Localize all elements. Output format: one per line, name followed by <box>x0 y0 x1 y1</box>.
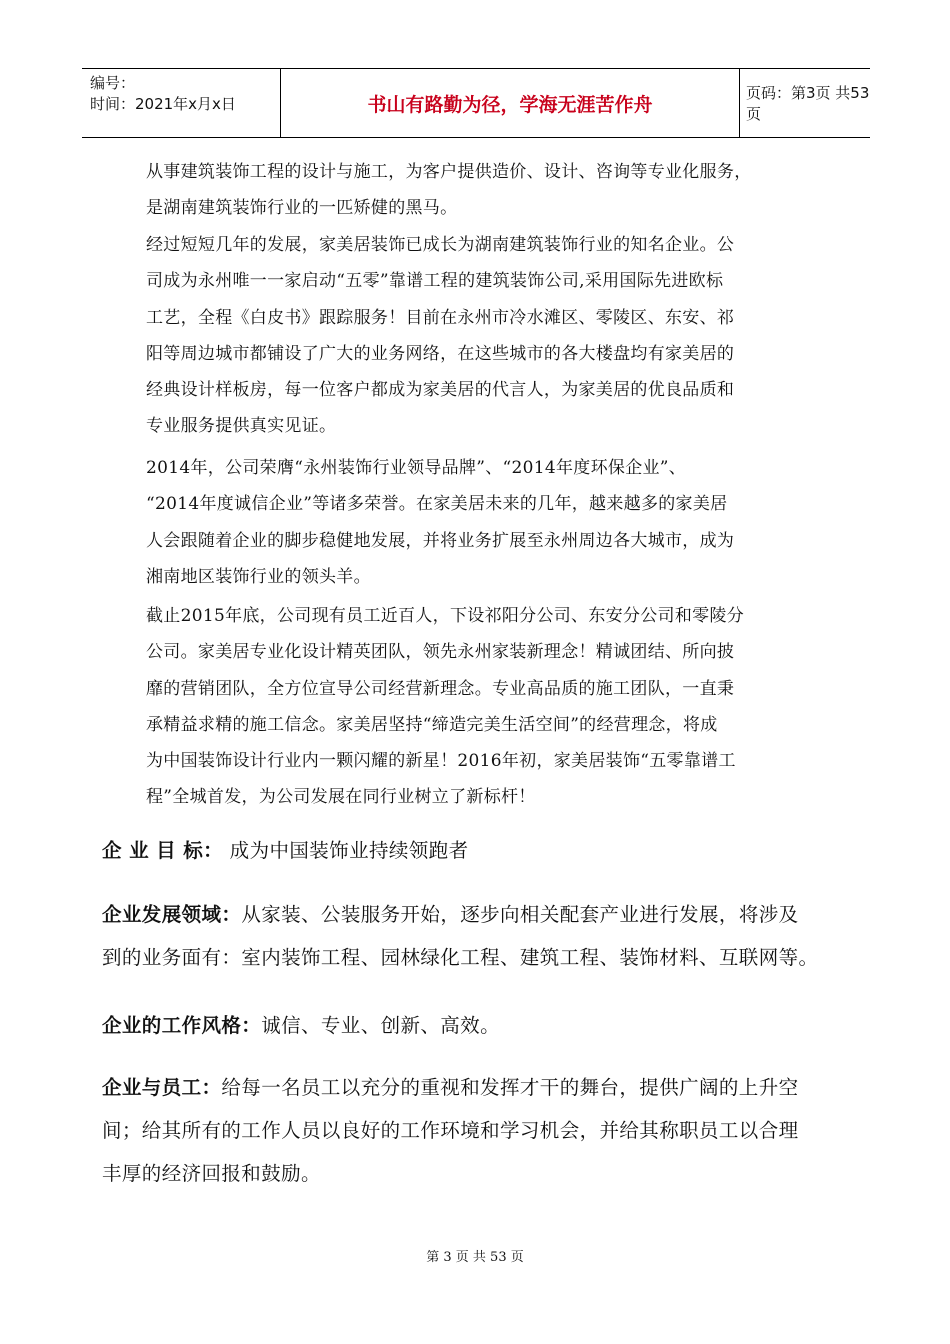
section-text: 给每一名员工以充分的重视和发挥才干的舞台，提供广阔的上升空 <box>221 1076 799 1099</box>
text-line: 程”全城首发，为公司发展在同行业树立了新标杆！ <box>146 787 536 808</box>
section-text: 成为中国装饰业持续领跑者 <box>223 839 469 862</box>
text-line: 司成为永州唯一一家启动“五零”靠谱工程的建筑装饰公司,采用国际先进欧标 <box>146 271 724 292</box>
text-line: 人会跟随着企业的脚步稳健地发展，并将业务扩展至永州周边各大城市，成为 <box>146 530 735 551</box>
page-header <box>82 68 870 138</box>
section-staff <box>102 1066 892 1195</box>
text-line: 经过短短几年的发展，家美居装饰已成长为湖南建筑装饰行业的知名企业。公 <box>146 235 735 255</box>
paragraph-intro <box>146 154 826 227</box>
text-line: 专业服务提供真实见证。 <box>146 416 337 437</box>
section-title: 企业与员工： <box>102 1076 222 1099</box>
header-motto-cell <box>280 69 740 137</box>
text-line: “2014年度诚信企业”等诸多荣誉。在家美居未来的几年，越来越多的家美居 <box>146 494 728 515</box>
text-line: 靡的营销团队，全方位宣导公司经营新理念。专业高品质的施工团队，一直秉 <box>146 678 735 699</box>
text-line: 从事建筑装饰工程的设计与施工，为客户提供造价、设计、咨询等专业化服务， <box>146 162 752 182</box>
page-footer: 第 3 页 共 53 页 <box>426 1250 524 1265</box>
text-line: 公司。家美居专业化设计精英团队，领先永州家装新理念！精诚团结、所向披 <box>146 642 735 663</box>
text-line: 是湖南建筑装饰行业的一匹矫健的黑马。 <box>146 198 458 219</box>
section-title: 企业发展领域： <box>102 903 242 926</box>
text-line: 2014年，公司荣膺“永州装饰行业领导品牌”、“2014年度环保企业”、 <box>146 458 687 478</box>
header-page-cell <box>738 69 870 137</box>
text-line <box>102 1004 892 1047</box>
text-line: 截止2015年底，公司现有员工近百人，下设祁阳分公司、东安分公司和零陵分 <box>146 606 745 626</box>
text-line: 阳等周边城市都铺设了广大的业务网络，在这些城市的各大楼盘均有家美居的 <box>146 343 735 364</box>
paragraph-development <box>146 227 826 445</box>
section-title: 企业的工作风格： <box>102 1014 262 1037</box>
section-domain <box>102 893 892 979</box>
text-line <box>102 829 892 872</box>
paragraph-team <box>146 598 826 816</box>
text-line: 承精益求精的施工信念。家美居坚持“缔造完美生活空间”的经营理念，将成 <box>146 714 718 735</box>
text-line: 湘南地区装饰行业的领头羊。 <box>146 566 371 587</box>
header-page-label: 页码：第3页 共53页 <box>746 84 870 123</box>
section-text: 诚信、专业、创新、高效。 <box>261 1014 501 1037</box>
paragraph-honors <box>146 450 826 595</box>
text-line <box>102 893 892 936</box>
section-style <box>102 1004 892 1047</box>
section-title: 企 业 目 标： <box>102 839 224 862</box>
text-line: 工艺，全程《白皮书》跟踪服务！目前在永州市冷水滩区、零陵区、东安、祁 <box>146 307 735 328</box>
text-line: 间；给其所有的工作人员以良好的工作环境和学习机会，并给其称职员工以合理 <box>102 1119 799 1142</box>
text-line: 到的业务面有：室内装饰工程、园林绿化工程、建筑工程、装饰材料、互联网等。 <box>102 946 819 969</box>
section-goal <box>102 829 892 872</box>
time-label: 时间：2021年x月x日 <box>90 95 236 113</box>
text-line: 丰厚的经济回报和鼓励。 <box>102 1162 321 1185</box>
header-motto: 书山有路勤为径，学海无涯苦作舟 <box>367 93 653 116</box>
header-meta <box>82 69 280 137</box>
section-text: 从家装、公装服务开始，逐步向相关配套产业进行发展，将涉及 <box>241 903 799 926</box>
number-label: 编号： <box>90 74 136 92</box>
text-line <box>102 1066 892 1109</box>
text-line: 为中国装饰设计行业内一颗闪耀的新星！2016年初，家美居装饰“五零靠谱工 <box>146 751 736 772</box>
text-line: 经典设计样板房，每一位客户都成为家美居的代言人，为家美居的优良品质和 <box>146 380 735 401</box>
